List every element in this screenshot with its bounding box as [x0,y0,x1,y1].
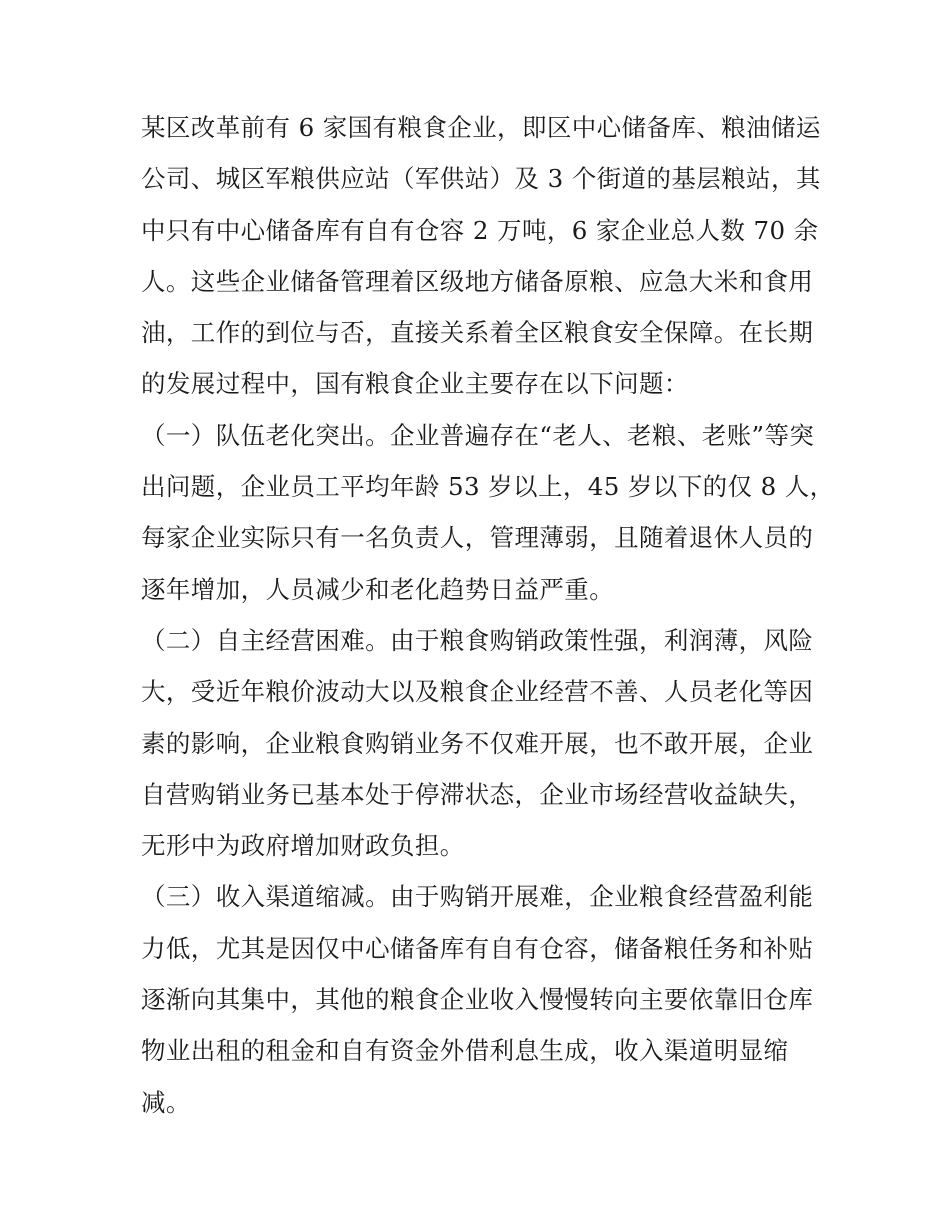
text-line: 公司、城区军粮供应站（军供站）及 3 个街道的基层粮站，其 [141,164,821,194]
text-line: 自营购销业务已基本处于停滞状态，企业市场经营收益缺失， [141,779,814,809]
text-line: 无形中为政府增加财政负担。 [141,831,465,861]
section-heading-line: （三）收入渠道缩减。由于购销开展难，企业粮食经营盈利能 [141,882,814,912]
text-line: 大，受近年粮价波动大以及粮食企业经营不善、人员老化等因 [141,677,814,707]
text-line: 油，工作的到位与否，直接关系着全区粮食安全保障。在长期 [141,318,814,348]
text-line: 减。 [141,1087,191,1117]
text-line: 物业出租的租金和自有资金外借利息生成，收入渠道明显缩 [141,1036,789,1066]
section-heading-line: （二）自主经营困难。由于粮食购销政策性强，利润薄，风险 [141,625,814,655]
text-line: 的发展过程中，国有粮食企业主要存在以下问题： [141,369,689,399]
document-body [141,102,835,1128]
text-line: 出问题，企业员工平均年龄 53 岁以上，45 岁以下的仅 8 人， [141,472,835,502]
text-line: 某区改革前有 6 家国有粮食企业，即区中心储备库、粮油储运 [141,113,821,142]
text-line: 人。这些企业储备管理着区级地方储备原粮、应急大米和食用 [141,266,814,296]
text-line: 逐渐向其集中，其他的粮食企业收入慢慢转向主要依靠旧仓库 [141,985,814,1015]
text-line: 中只有中心储备库有自有仓容 2 万吨，6 家企业总人数 70 余 [141,215,819,245]
text-line: 素的影响，企业粮食购销业务不仅难开展，也不敢开展，企业 [141,728,814,758]
section-heading-line: （一）队伍老化突出。企业普遍存在“老人、老粮、老账”等突 [141,420,815,450]
text-line: 力低，尤其是因仅中心储备库有自有仓容，储备粮任务和补贴 [141,933,814,963]
text-line: 逐年增加，人员减少和老化趋势日益严重。 [141,574,615,604]
text-line: 每家企业实际只有一名负责人，管理薄弱，且随着退休人员的 [141,523,814,553]
